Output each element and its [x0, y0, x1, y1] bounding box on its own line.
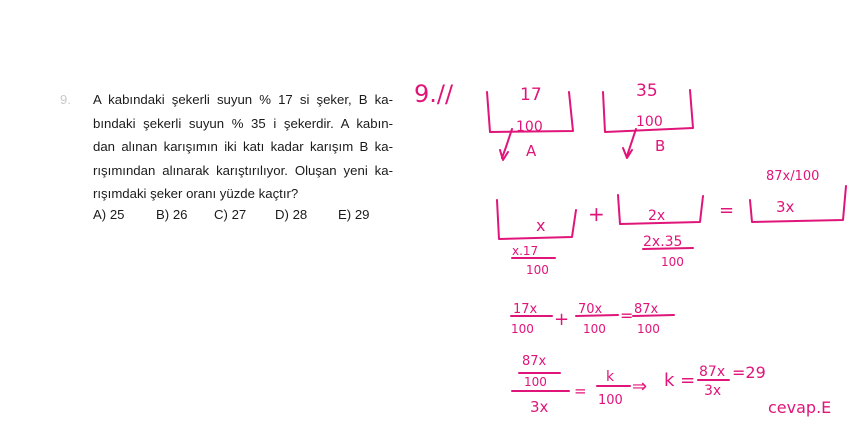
question-line: rışımından alınarak karıştırılıyor. Oluşan yeni ka- — [93, 162, 393, 178]
option-c: C) 27 — [214, 207, 247, 222]
question-line: A kabındaki şekerli suyun % 17 si şeker, B ka- — [93, 92, 393, 107]
hw-box-b-bottom: 100 — [636, 114, 663, 130]
hw-implies: ⇒ — [632, 376, 648, 397]
question-line: dan alınan karışımın iki katı kadar karışım B ka- — [93, 139, 393, 154]
hw-ratio-num: 87x — [522, 354, 547, 369]
hw-header: 9.// — [414, 80, 454, 108]
question-line: rışımdaki şeker oranı yüzde kaçtır? — [93, 186, 299, 201]
hw-under-mid-den: 100 — [661, 255, 684, 269]
hw-ratio-mid: 100 — [524, 375, 547, 389]
hw-eq-equals: = — [719, 200, 735, 221]
hw-sum-plus: + — [554, 309, 570, 330]
hw-sum-b-num: 70x — [578, 302, 603, 317]
hw-ratio-eq: = — [574, 382, 587, 400]
hw-sum-a-num: 17x — [513, 302, 538, 317]
hw-sum-c-den: 100 — [637, 322, 660, 336]
hw-box-b-top: 35 — [636, 81, 658, 101]
hw-sum-a-den: 100 — [511, 322, 534, 336]
hw-sum-b-den: 100 — [583, 322, 606, 336]
hw-under-left-num: x.17 — [512, 244, 539, 258]
hw-box-a-label: A — [526, 142, 537, 160]
hw-box-b-label: B — [655, 137, 666, 155]
question-line: bındaki şekerli suyun % 35 i şekerdir. A kabın- — [93, 115, 393, 131]
option-d: D) 28 — [275, 207, 308, 222]
hw-sum-c-num: 87x — [634, 302, 659, 317]
hw-k-frac-den: 3x — [704, 383, 722, 399]
option-e: E) 29 — [338, 207, 370, 222]
hw-eq-right-above: 87x/100 — [766, 169, 820, 184]
hw-box-a-top: 17 — [520, 85, 542, 105]
hw-k-frac-num: 87x — [699, 364, 726, 380]
hw-ratio-den: 3x — [530, 398, 549, 416]
hw-under-mid-num: 2x.35 — [643, 234, 683, 250]
hw-k-num: k — [606, 369, 615, 385]
question-number: 9. — [60, 92, 71, 107]
hw-answer: cevap.E — [768, 398, 832, 417]
hw-k-result: k = — [664, 370, 696, 391]
option-a: A) 25 — [93, 207, 125, 222]
hw-eq-right: 3x — [776, 198, 795, 216]
hw-eq-mid: 2x — [648, 208, 666, 224]
hw-eq-left: x — [536, 216, 546, 235]
hw-under-left-den: 100 — [526, 263, 549, 277]
hw-k-den: 100 — [598, 393, 623, 408]
hw-k-value: =29 — [732, 363, 766, 382]
hw-box-a-bottom: 100 — [516, 119, 543, 135]
hw-eq-plus: + — [588, 202, 605, 226]
eq-box-right — [750, 186, 846, 222]
option-b: B) 26 — [156, 207, 188, 222]
hw-sum-eq: = — [620, 306, 634, 325]
